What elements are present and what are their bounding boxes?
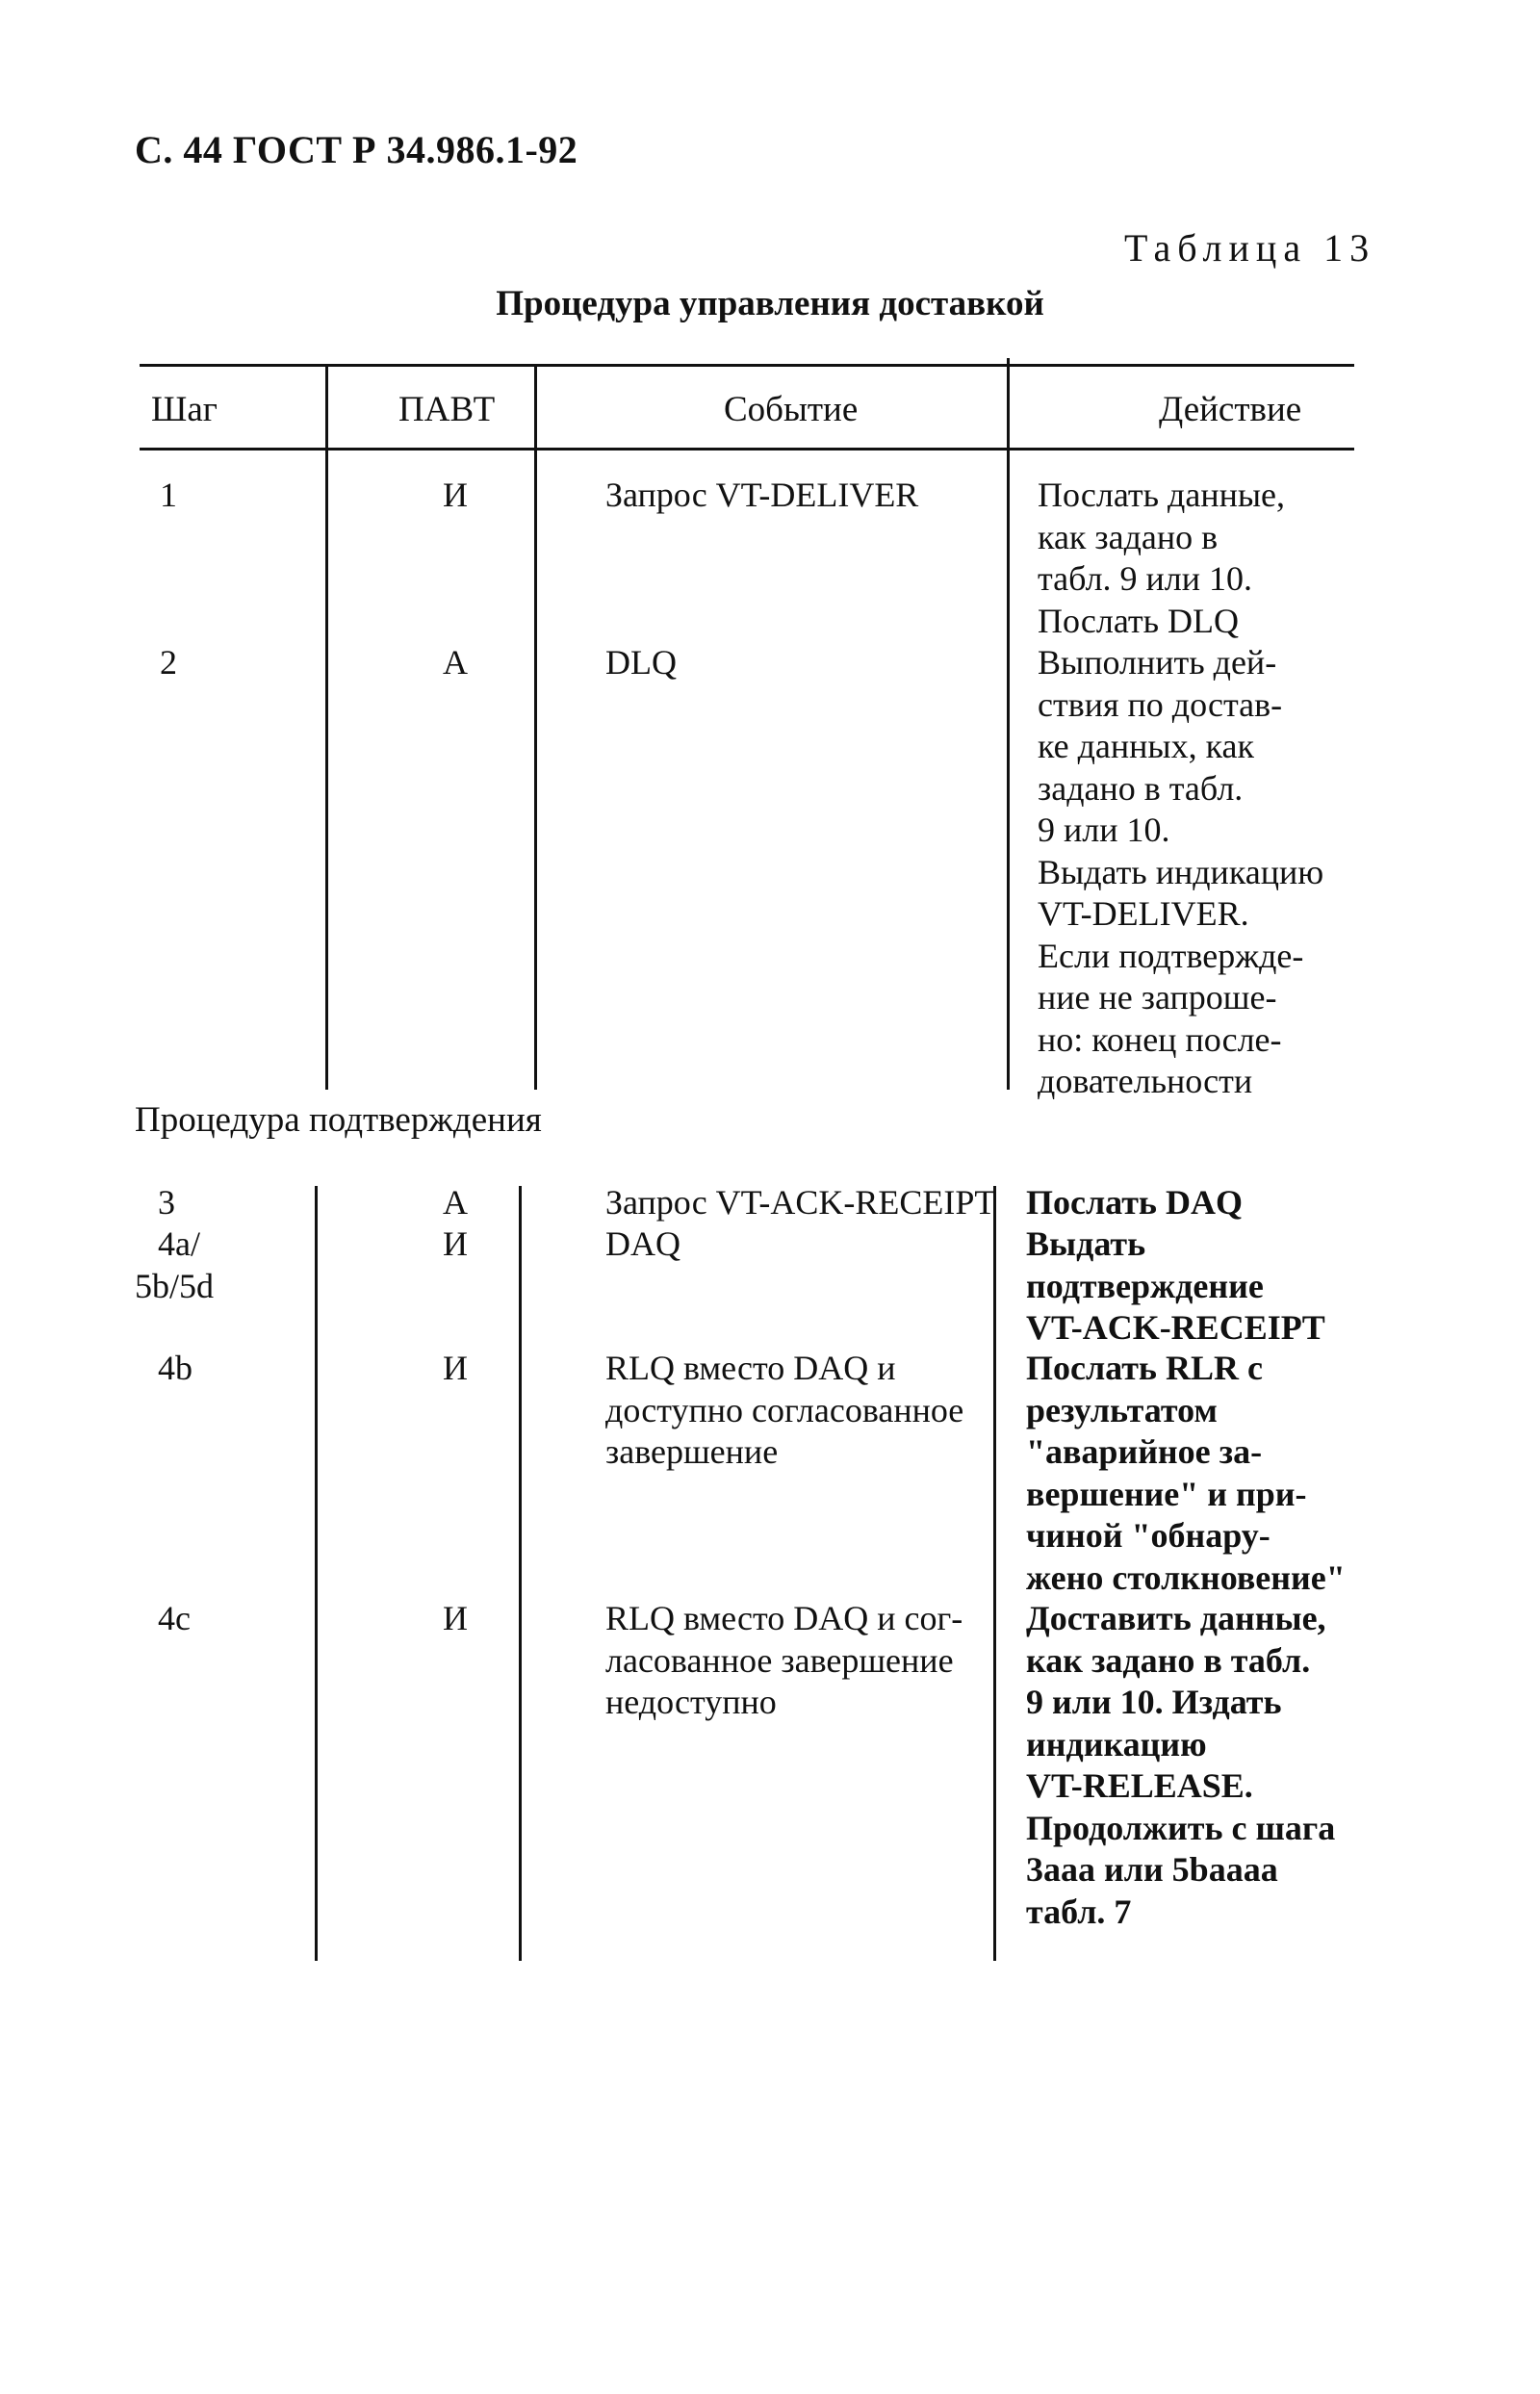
- column-header-action: Действие: [1159, 390, 1302, 429]
- step-cell: 3: [158, 1183, 175, 1222]
- action-cell: Послать DAQ: [1026, 1183, 1243, 1222]
- action-cell: Выдать подтверждение VT-ACK-RECEIPT: [1026, 1224, 1325, 1347]
- pavt-cell: И: [443, 476, 468, 514]
- event-cell: DAQ: [605, 1224, 680, 1263]
- header-bottom-rule: [140, 448, 1354, 450]
- table-label: Таблица 13: [1124, 226, 1376, 270]
- step-cell: 4c: [158, 1599, 191, 1637]
- page-header: С. 44 ГОСТ Р 34.986.1-92: [135, 128, 578, 171]
- step-cell: 4a/ 5b/5d: [135, 1224, 215, 1305]
- column-divider-1: [315, 1186, 318, 1961]
- step-cell: 1: [160, 476, 177, 514]
- event-cell: Запрос VT-DELIVER: [605, 476, 919, 514]
- pavt-cell: И: [443, 1599, 468, 1637]
- pavt-cell: А: [443, 643, 468, 682]
- action-cell: Послать RLR с результатом "аварийное за- вершение" и при- чиной "обнару- жено столкновение": [1026, 1349, 1346, 1597]
- column-header-event: Событие: [724, 390, 859, 429]
- table-top-rule: [140, 364, 1354, 367]
- event-cell: DLQ: [605, 643, 677, 682]
- pavt-cell: А: [443, 1183, 468, 1222]
- column-divider-2: [534, 366, 537, 1090]
- event-cell: RLQ вместо DAQ и сог- ласованное завершение недоступно: [605, 1599, 963, 1721]
- action-cell: Послать данные, как задано в табл. 9 или 10. Послать DLQ: [1038, 476, 1286, 640]
- column-divider-3: [993, 1186, 996, 1961]
- column-header-step: Шаг: [151, 390, 218, 429]
- action-cell: Выполнить дей- ствия по достав- ке данных, как задано в табл. 9 или 10. Выдать индикацию VT-DELIVER. Если подтвержде- ние не запроше- но: конец после- довательности: [1038, 643, 1324, 1100]
- step-cell: 2: [160, 643, 177, 682]
- pavt-cell: И: [443, 1349, 468, 1387]
- column-divider-2: [519, 1186, 522, 1961]
- section-title: Процедура подтверждения: [135, 1100, 542, 1140]
- table-title: Процедура управления доставкой: [496, 284, 1044, 323]
- step-cell: 4b: [158, 1349, 192, 1387]
- column-divider-1: [325, 366, 328, 1090]
- event-cell: RLQ вместо DAQ и доступно согласованное завершение: [605, 1349, 964, 1471]
- pavt-cell: И: [443, 1224, 468, 1263]
- column-divider-3: [1007, 358, 1010, 1090]
- column-header-pavt: ПАВТ: [398, 390, 496, 429]
- action-cell: Доставить данные, как задано в табл. 9 или 10. Издать индикацию VT-RELEASE. Продолжить с шага 3aaa или 5baaaa табл. 7: [1026, 1599, 1336, 1931]
- event-cell: Запрос VT-ACK-RECEIPT: [605, 1183, 996, 1222]
